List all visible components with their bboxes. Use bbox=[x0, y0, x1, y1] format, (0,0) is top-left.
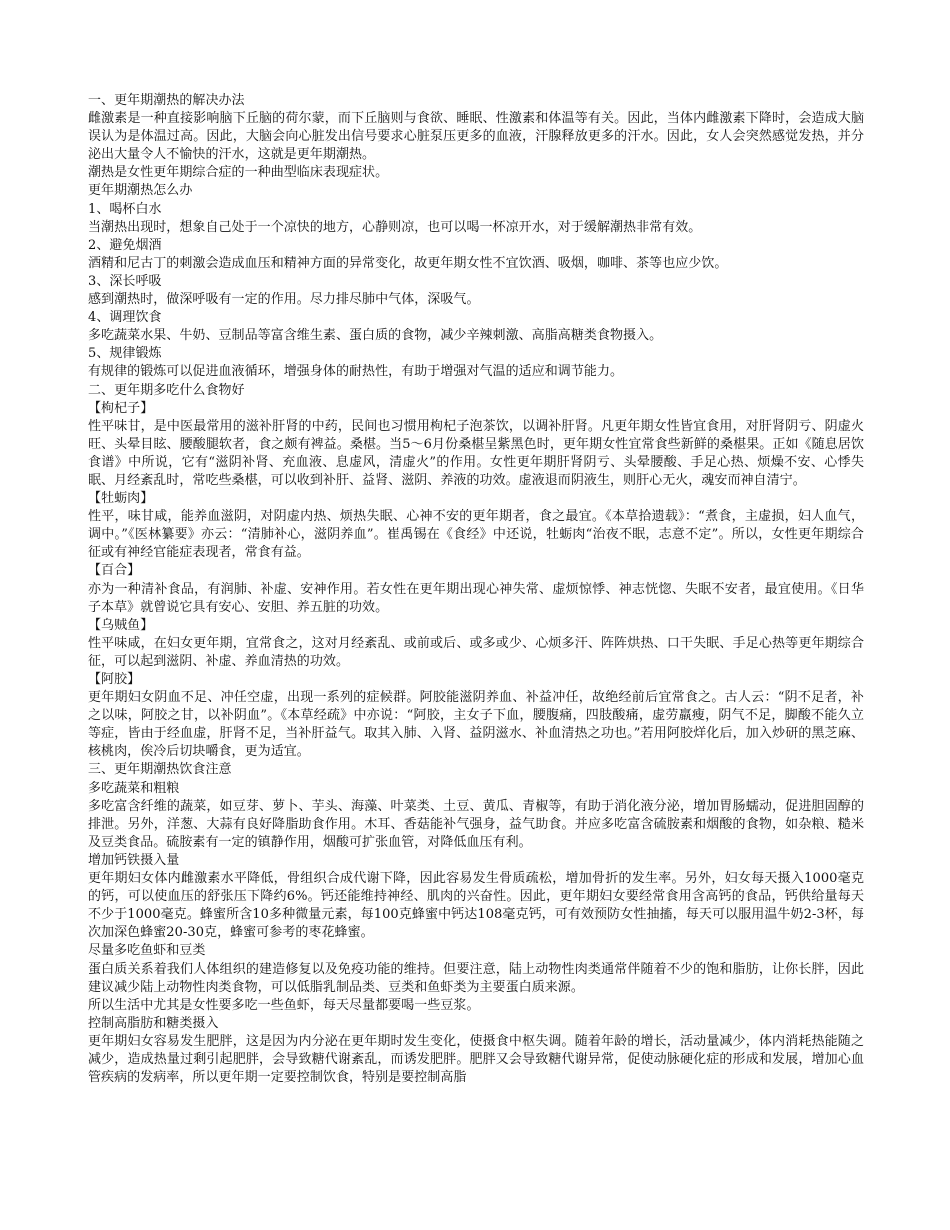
subheading: 控制高脂肪和糖类摄入 bbox=[88, 1015, 219, 1031]
paragraph: 性平味甘，是中医最常用的滋补肝肾的中药，民间也习惯用枸杞子泡茶饮，以调补肝肾。凡更年期女性皆宜食用，对肝肾阴亏、阴虚火旺、头晕目眩、腰酸腿软者，食之颇有裨益。桑椹。当5～6月份桑椹呈紫黑色时，更年期女性宜常食些新鲜的桑椹果。正如《随息居饮食谱》中所说，它有“滋阴补肾、充血液、息虚风，清虚火”的作用。女性更年期肝肾阴亏、头晕腰酸、手足心热、烦燥不安、心悸失眠、月经紊乱时，常吃些桑椹，可以收到补肝、益肾、滋阴、养液的功效。虚液退而阴液生，则肝心无火，魂安而神自清宁。 bbox=[88, 418, 864, 488]
subheading: 5、规律锻炼 bbox=[88, 346, 162, 362]
paragraph: 亦为一种清补食品，有润肺、补虚、安神作用。若女性在更年期出现心神失常、虚烦惊悸、神志恍惚、失眠不安者，最宜使用。《日华子本草》就曾说它具有安心、安胆、养五脏的功效。 bbox=[88, 581, 864, 615]
section-heading: 三、更年期潮热饮食注意 bbox=[88, 762, 232, 778]
subheading: 更年期潮热怎么办 bbox=[88, 183, 193, 199]
paragraph: 多吃富含纤维的蔬菜，如豆芽、萝卜、芋头、海藻、叶菜类、土豆、黄瓜、青椒等，有助于消化液分泌，增加胃肠蠕动，促进胆固醇的排泄。另外，洋葱、大蒜有良好降脂助食作用。木耳、香菇能补气强身，益气助食。并应多吃富含硫胺素和烟酸的食物，如杂粮、糙米及豆类食品。硫胺素有一定的镇静作用，烟酸可扩张血管，对降低血压有利。 bbox=[88, 798, 864, 850]
subheading: 2、避免烟酒 bbox=[88, 237, 162, 253]
paragraph: 感到潮热时，做深呼吸有一定的作用。尽力排尽肺中气体，深吸气。 bbox=[88, 292, 480, 308]
paragraph: 酒精和尼古丁的刺激会造成血压和精神方面的异常变化，故更年期女性不宜饮酒、吸烟，咖啡、茶等也应少饮。 bbox=[88, 255, 728, 271]
food-heading: 【枸杞子】 bbox=[88, 400, 154, 416]
subheading: 增加钙铁摄入量 bbox=[88, 852, 180, 868]
paragraph: 当潮热出现时，想象自己处于一个凉快的地方，心静则凉，也可以喝一杯凉开水，对于缓解潮热非常有效。 bbox=[88, 219, 702, 235]
paragraph: 更年期妇女体内雌激素水平降低，骨组织合成代谢下降，因此容易发生骨质疏松，增加骨折的发生率。另外，妇女每天摄入1000毫克的钙，可以使血压的舒张压下降约6%。钙还能维持神经、肌肉的兴奋性。因此，更年期妇女要经常食用含高钙的食品，钙供给量每天不少于1000毫克。蜂蜜所含10多种微量元素，每100克蜂蜜中钙达108毫克钙，可有效预防女性抽搐，每天可以服用温牛奶2-3杯，每次加深色蜂蜜20-30克，蜂蜜可参考的枣花蜂蜜。 bbox=[88, 871, 864, 941]
paragraph: 更年期妇女容易发生肥胖，这是因为内分泌在更年期时发生变化，使摄食中枢失调。随着年龄的增长，活动量减少，体内消耗热能随之减少，造成热量过剩引起肥胖，会导致糖代谢紊乱，而诱发肥胖。肥胖又会导致糖代谢异常，促使动脉硬化症的形成和发展，增加心血管疾病的发病率，所以更年期一定要控制饮食，特别是要控制高脂 bbox=[88, 1033, 864, 1086]
food-heading: 【乌贼鱼】 bbox=[88, 617, 154, 633]
subheading: 多吃蔬菜和粗粮 bbox=[88, 780, 180, 796]
section-heading: 一、更年期潮热的解决办法 bbox=[88, 93, 245, 108]
subheading: 1、喝杯白水 bbox=[88, 201, 162, 217]
paragraph: 多吃蔬菜水果、牛奶、豆制品等富含维生素、蛋白质的食物，减少辛辣刺激、高脂高糖类食物摄入。 bbox=[88, 328, 663, 344]
paragraph: 潮热是女性更年期综合症的一种曲型临床表现症状。 bbox=[88, 165, 389, 181]
subheading: 4、调理饮食 bbox=[88, 310, 162, 326]
section-heading: 二、更年期多吃什么食物好 bbox=[88, 382, 245, 398]
paragraph: 有规律的锻炼可以促进血液循环，增强身体的耐热性，有助于增强对气温的适应和调节能力。 bbox=[88, 364, 624, 380]
subheading: 尽量多吃鱼虾和豆类 bbox=[88, 943, 206, 959]
food-heading: 【阿胶】 bbox=[88, 672, 141, 687]
paragraph: 蛋白质关系着我们人体组织的建造修复以及免疫功能的维持。但要注意，陆上动物性肉类通常伴随着不少的饱和脂肪，让你长胖，因此建议减少陆上动物性肉类食物，可以低脂乳制品类、豆类和鱼虾类为主要蛋白质来源。 bbox=[88, 961, 864, 995]
paragraph: 性平，味甘咸，能养血滋阴，对阴虚内热、烦热失眠、心神不安的更年期者，食之最宜。《本草拾遗载》：“煮食，主虚损，妇人血气，调中。”《医林纂要》亦云：“清肺补心，滋阴养血”。崔禹锡在《食经》中还说，牡蛎肉“治夜不眠，志意不定”。所以，女性更年期综合征或有神经官能症表现者，常食有益。 bbox=[88, 509, 864, 561]
paragraph: 所以生活中尤其是女性要多吃一些鱼虾，每天尽量都要喝一些豆浆。 bbox=[88, 997, 480, 1013]
food-heading: 【牡蛎肉】 bbox=[88, 491, 154, 507]
paragraph: 雌激素是一种直接影响脑下丘脑的荷尔蒙，而下丘脑则与食欲、睡眠、性激素和体温等有关。因此，当体内雌激素下降时，会造成大脑误认为是体温过高。因此，大脑会向心脏发出信号要求心脏泵压更多的血液，汗腺释放更多的汗水。因此，女人会突然感觉发热，并分泌出大量令人不愉快的汗水，这就是更年期潮热。 bbox=[88, 111, 864, 163]
subheading: 3、深长呼吸 bbox=[88, 273, 162, 289]
paragraph: 更年期妇女阴血不足、冲任空虚，出现一系列的症候群。阿胶能滋阴养血、补益冲任，故绝经前后宜常食之。古人云：“阴不足者，补之以味，阿胶之甘，以补阴血”。《本草经疏》中亦说：“阿胶，主女子下血，腰腹痛，四肢酸痛，虚劳羸瘦，阴气不足，脚酸不能久立等症，皆由于经血虚，肝肾不足，当补肝益气。取其入肺、入肾、益阴滋水、补血清热之功也。”若用阿胶烊化后，加入炒研的黑芝麻、核桃肉，俟冷后切块嚼食，更为适宜。 bbox=[88, 690, 864, 760]
food-heading: 【百合】 bbox=[88, 563, 141, 579]
document-body bbox=[88, 92, 864, 1087]
paragraph: 性平味咸，在妇女更年期，宜常食之，这对月经紊乱、或前或后、或多或少、心烦多汗、阵阵烘热、口干失眠、手足心热等更年期综合征，可以起到滋阴、补虚、养血清热的功效。 bbox=[88, 635, 864, 669]
